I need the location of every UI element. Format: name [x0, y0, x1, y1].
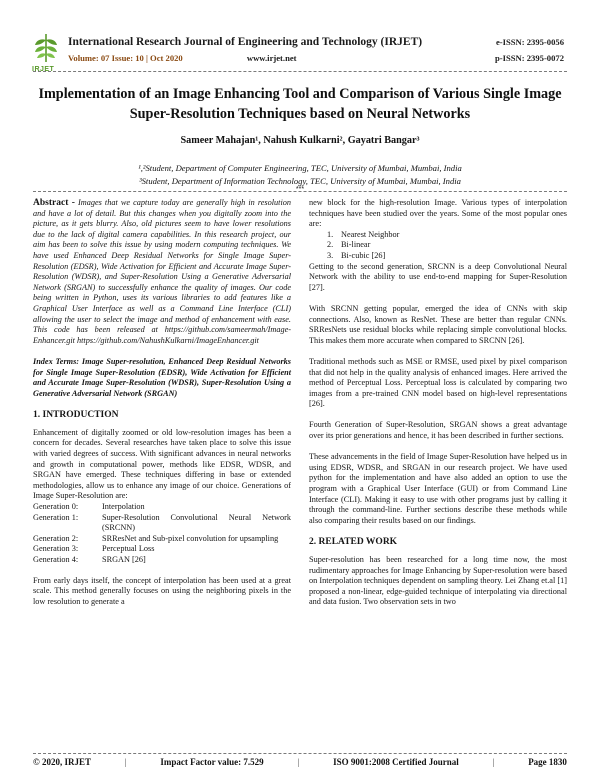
abstract — [33, 198, 291, 346]
irjet-logo-icon — [33, 32, 59, 68]
volume-issue: Volume: 07 Issue: 10 | Oct 2020 — [68, 53, 183, 63]
list-item — [327, 230, 567, 241]
generation-row — [33, 544, 291, 555]
generations-list — [33, 502, 291, 566]
list-item — [327, 251, 567, 262]
journal-title: International Research Journal of Engineering and Technology (IRJET) — [68, 36, 423, 48]
generation-text: SRResNet and Sub-pixel convolution for upsampling — [102, 533, 279, 543]
footer-impact-factor: Impact Factor value: 7.529 — [160, 757, 264, 767]
right-paragraph-1: new block for the high-resolution Image. Various types of interpolation techniques have been studied over the years. Some of the most popular ones are: — [309, 198, 567, 229]
footer-separator: | — [492, 757, 495, 767]
footer-separator: | — [124, 757, 127, 767]
generation-text: Super-Resolution Convolutional Neural Network (SRCNN) — [102, 512, 291, 533]
header-divider — [33, 71, 567, 72]
generation-text: SRGAN [26] — [102, 555, 146, 564]
list-text: Bi-linear — [341, 240, 371, 250]
generation-label: Generation 2: — [33, 533, 79, 543]
affiliation-2: ³Student, Department of Information Technology, TEC, University of Mumbai, Mumbai, India — [139, 176, 461, 186]
right-paragraph-3: With SRCNN getting popular, emerged the idea of CNNs with skip connections. Also, known as ResNet. These are better than regular CNNs. SRResNets use residual blocks while replacing simple convolutional blocks. This makes them more accurate when compared to SRCNN [26]. — [309, 303, 567, 345]
footer-iso: ISO 9001:2008 Certified Journal — [333, 757, 459, 767]
footer-separator: | — [297, 757, 300, 767]
generation-label: Generation 0: — [33, 502, 79, 512]
right-column — [309, 198, 567, 608]
p-issn: p-ISSN: 2395-0072 — [495, 53, 564, 63]
list-text: Bi-cubic [26] — [341, 250, 386, 260]
right-paragraph-4: Traditional methods such as MSE or RMSE, used pixel by pixel comparison that did not help in the quality analysis of enhanced images. Here arrived the method of Perceptual Loss. Perceptual loss is calculated by comparing two images from a pre-trained CNN model based on high-level representations [26]. — [309, 356, 567, 409]
logo-text: IRJET — [32, 66, 55, 73]
generation-text: Interpolation — [102, 502, 145, 512]
journal-website[interactable]: www.irjet.net — [246, 53, 297, 63]
footer-divider — [33, 753, 567, 754]
generation-row — [33, 555, 291, 566]
generation-row — [33, 502, 291, 513]
right-paragraph-2: Getting to the second generation, SRCNN is a deep Convolutional Neural Network with the ability to use end-to-end mapping for Super-Resolution [27]. — [309, 261, 567, 292]
e-issn: e-ISSN: 2395-0056 — [495, 37, 564, 47]
right-paragraph-5: Fourth Generation of Super-Resolution, SRGAN shows a great advantage over its prior generations and hence, it has been described in further sections. — [309, 420, 567, 441]
generation-text: Perceptual Loss — [102, 544, 155, 554]
list-item — [327, 240, 567, 251]
interpolation-list — [327, 230, 567, 262]
intro-paragraph-1: Enhancement of digitally zoomed or old low-resolution images has been a concern for decades. Several researches have taken place to solve this issue with varied degrees of success. With significant advances in neural networks and growth in computational power, methods like EDSR, WDSR, and SRGAN have emerged. These techniques differing in base or extended methodologies, allow us to enhance any image of our choice. Generations of Image Super-Resolution are: — [33, 427, 291, 501]
left-column — [33, 198, 291, 607]
generation-label: Generation 1: — [33, 512, 79, 522]
section-heading-related-work: 2. RELATED WORK — [309, 537, 398, 547]
paper-title: Implementation of an Image Enhancing Tool and Comparison of Various Single Image Super-Resolution Techniques based on Neural Networks — [38, 86, 562, 122]
right-paragraph-6: These advancements in the field of Image Super-Resolution have helped us in using EDSR, WDSR, and SRGAN in our research project. We have used python for the implementation and have also added an option to use the program with a Graphical User Interface (GUI) or from Command Line Interface (CLI). Making it easy to use with other programs just by calling it through the command-line. Further sections describe these methods while also comparing their results based on our findings. — [309, 452, 567, 525]
authors: Sameer Mahajan¹, Nahush Kulkarni², Gayatri Bangar³ — [180, 135, 420, 146]
list-number: 3. — [327, 250, 334, 260]
index-terms: Index Terms: Image Super-resolution, Enhanced Deep Residual Networks for Single Image Super-Resolution (EDSR), Wide Activation for Efficient and Accurate Image Super-Resolution (WDSR), Super-Resolution Using a Generative Adversarial Network (SRGAN) — [33, 356, 291, 398]
generation-label: Generation 4: — [33, 555, 79, 564]
right-paragraph-7: Super-resolution has been researched for a long time now, the most rudimentary approaches for Image Enhancing by Super-resolution were based on Interpolation techniques dependent on sampling theory. Lei Zhang et.al [1] proposed a non-linear, edge-guided technique of interpolating via directional and data fusion. Two observation sets in two — [309, 555, 567, 607]
abstract-lead: Abstract - — [33, 198, 75, 208]
generation-row — [33, 534, 291, 545]
separator-stars: *** — [295, 186, 305, 193]
section-heading-introduction: 1. INTRODUCTION — [33, 409, 119, 420]
list-number: 2. — [327, 240, 334, 250]
footer — [33, 757, 567, 767]
footer-page-number: Page 1830 — [528, 757, 567, 767]
affiliation-1: ¹,²Student, Department of Computer Engineering, TEC, University of Mumbai, Mumbai, India — [138, 163, 462, 173]
generation-row — [33, 513, 291, 534]
generation-label: Generation 3: — [33, 544, 79, 554]
intro-paragraph-2: From early days itself, the concept of interpolation has been used at a great scale. This method generally focuses on using the neighboring pixels in the low resolution to generate a — [33, 575, 291, 606]
footer-copyright: © 2020, IRJET — [33, 757, 91, 767]
list-text: Nearest Neighbor — [341, 229, 400, 239]
journal-volume-line — [68, 53, 297, 63]
abstract-body: Images that we capture today are generally high in resolution and have a lot of detail. But this changes when you digitally zoom into the picture, as it gets blurry. Also, old pictures seem to have lower resolutions due to the lack of digital camera capabilities. In this research project, our aim has been to solve this issue by using modern computing techniques. We have used Enhanced Deep Residual Networks for Single Image Super-Resolution (EDSR), Wide Activation for Efficient and Accurate Image Super-Resolution (WDSR), and Super-Resolution Using a Generative Adversarial Network (SRGAN) to successfully enhance the quality of images. Our code being written in Python, uses its various libraries to add features like a Graphical User Interface as well as a Command Line Interface (CLI) allowing the user to select the image and method of enhancement with ease. This code has been released at https://github.com/sameermah/Image-Enhancer.git https://github.com/NahushKulkarni/ImageEnhancer.git — [33, 198, 291, 345]
list-number: 1. — [327, 229, 334, 239]
